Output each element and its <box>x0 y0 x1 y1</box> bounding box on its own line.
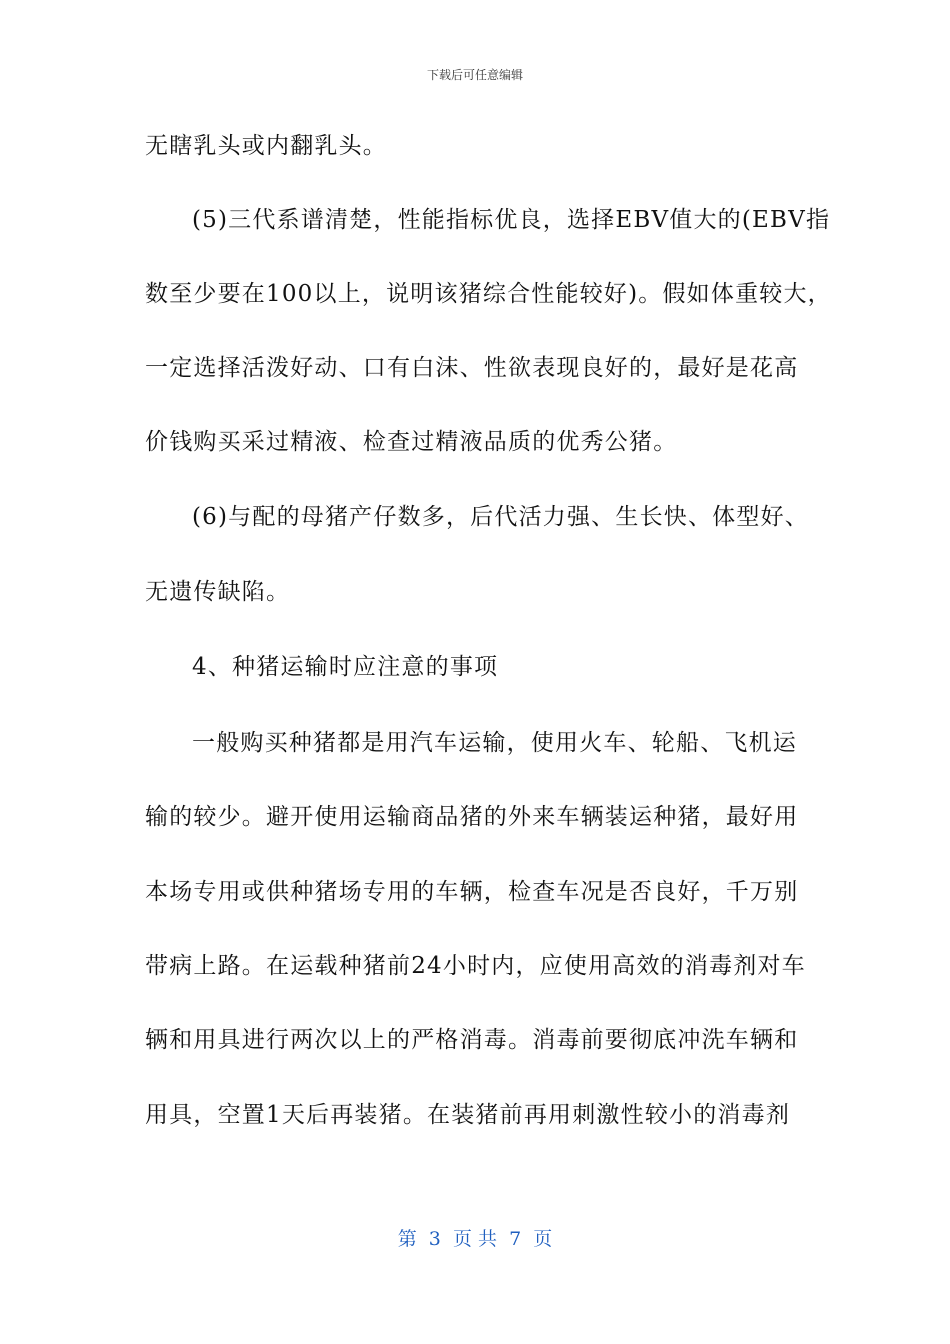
text-line: 数至少要在100以上，说明该猪综合性能较好)。假如体重较大， <box>145 281 832 307</box>
section-heading: 4、种猪运输时应注意的事项 <box>192 654 499 680</box>
text-line: 一定选择活泼好动、口有白沫、性欲表现良好的，最好是花高 <box>145 355 799 381</box>
text-line: 一般购买种猪都是用汽车运输，使用火车、轮船、飞机运 <box>192 730 797 756</box>
page-header: 下载后可任意编辑 <box>426 68 523 82</box>
text-line: 用具，空置1天后再装猪。在装猪前再用刺激性较小的消毒剂 <box>145 1102 791 1128</box>
text-line: 无遗传缺陷。 <box>145 579 291 605</box>
text-line: 辆和用具进行两次以上的严格消毒。消毒前要彻底冲洗车辆和 <box>145 1027 799 1053</box>
text-line: 价钱购买采过精液、检查过精液品质的优秀公猪。 <box>145 429 678 455</box>
text-line: 无瞎乳头或内翻乳头。 <box>145 133 387 159</box>
text-line: 输的较少。避开使用运输商品猪的外来车辆装运种猪，最好用 <box>145 804 799 830</box>
text-line: (6)与配的母猪产仔数多，后代活力强、生长快、体型好、 <box>192 504 809 530</box>
text-line: 带病上路。在运载种猪前24小时内，应使用高效的消毒剂对车 <box>145 953 806 979</box>
text-line: 本场专用或供种猪场专用的车辆，检查车况是否良好，千万别 <box>145 879 799 905</box>
text-line: (5)三代系谱清楚，性能指标优良，选择EBV值大的(EBV指 <box>192 207 831 233</box>
page-number-footer: 第 3 页 共 7 页 <box>397 1228 553 1250</box>
